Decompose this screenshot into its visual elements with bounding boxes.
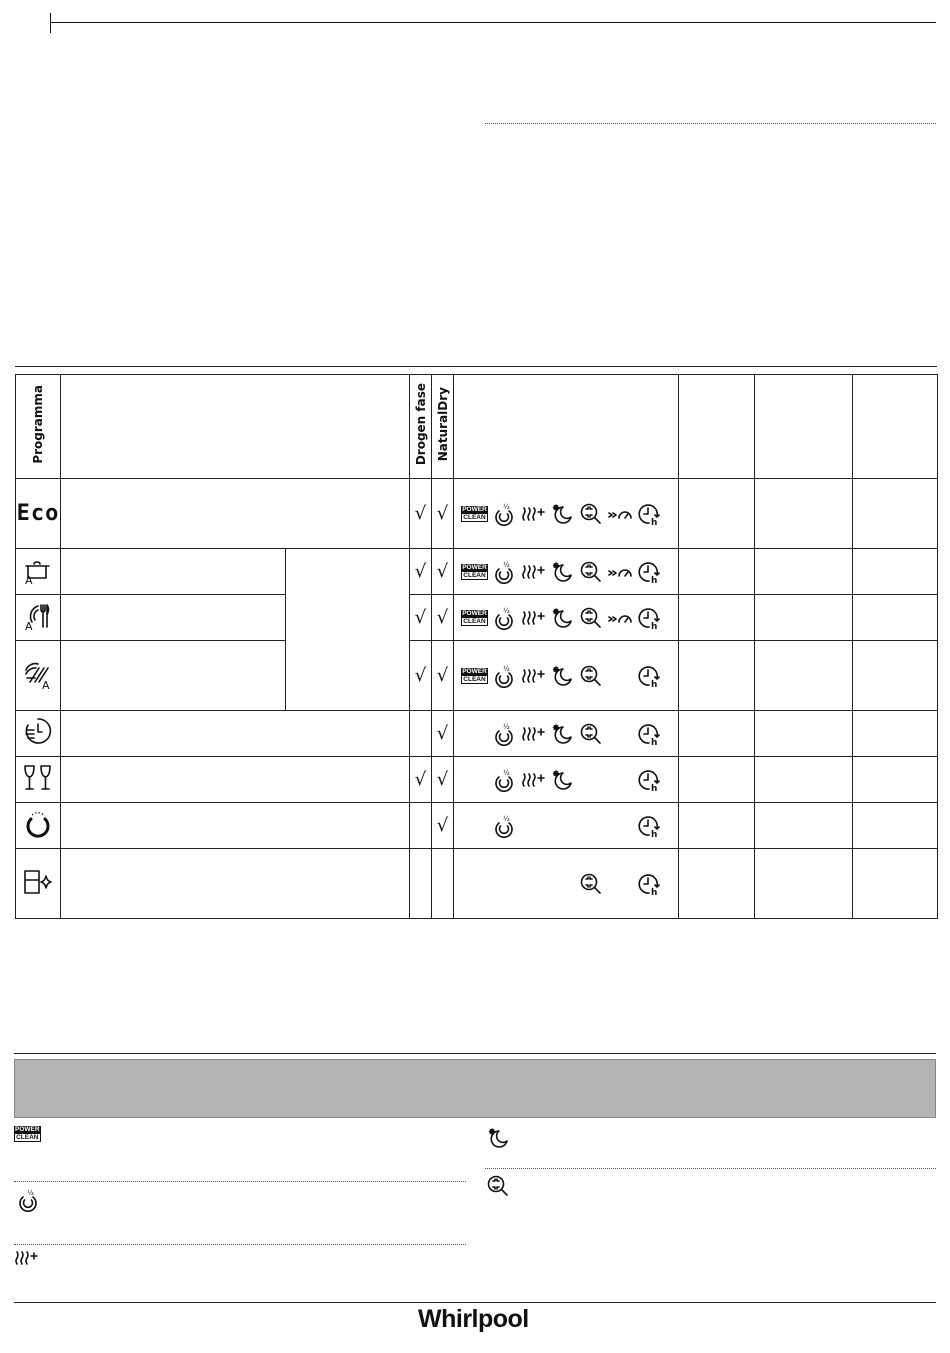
plate-cutlery-auto-icon — [16, 595, 61, 641]
drogen-fase-check: √ — [410, 479, 432, 549]
svg-text:h: h — [650, 679, 657, 688]
natural-dry-check: √ — [432, 595, 454, 641]
empty-slot — [460, 767, 489, 793]
pot-auto-icon — [16, 549, 61, 595]
col-8-cell — [755, 549, 853, 595]
svg-text:h: h — [650, 737, 657, 746]
turbo-icon — [605, 605, 634, 631]
empty-slot — [605, 767, 634, 793]
empty-slot — [460, 721, 489, 747]
wine-glasses-icon — [16, 757, 61, 803]
svg-text:½: ½ — [502, 722, 510, 731]
program-row — [16, 479, 938, 549]
empty-slot — [518, 871, 547, 897]
delay-start-icon — [634, 501, 663, 527]
legend-extra-hygiene-icon — [14, 1246, 38, 1274]
half-load-icon — [489, 767, 518, 793]
col-8-cell — [755, 757, 853, 803]
program-description — [61, 757, 410, 803]
drogen-fase-check — [410, 803, 432, 849]
drogen-fase-check: √ — [410, 595, 432, 641]
col-9-cell — [853, 803, 938, 849]
options-cell — [454, 595, 679, 641]
col-7-cell — [679, 803, 755, 849]
multizone-icon — [576, 501, 605, 527]
options-cell — [454, 803, 679, 849]
col-8-cell — [755, 711, 853, 757]
legend-divider-2 — [14, 1244, 466, 1245]
header-options — [454, 375, 679, 479]
svg-text:½: ½ — [502, 502, 510, 511]
legend-top-rule — [14, 1053, 936, 1054]
whirlpool-logo: Whirlpool — [418, 1305, 529, 1333]
footer-rule — [14, 1302, 936, 1303]
extra-hygiene-icon — [518, 559, 547, 585]
svg-text:½: ½ — [27, 1189, 34, 1197]
col-7-cell — [679, 549, 755, 595]
turbo-icon — [605, 559, 634, 585]
options-cell — [454, 757, 679, 803]
delay-start-icon — [634, 605, 663, 631]
program-row — [16, 595, 938, 641]
col-9-cell — [853, 549, 938, 595]
self-clean-icon — [16, 849, 61, 919]
program-row — [16, 549, 938, 595]
delay-start-icon — [634, 663, 663, 689]
drogen-fase-check — [410, 849, 432, 919]
empty-slot — [605, 813, 634, 839]
table-top-rule — [15, 366, 937, 367]
glass-plate-auto-icon — [16, 641, 61, 711]
col-9-cell — [853, 595, 938, 641]
program-row — [16, 641, 938, 711]
extra-hygiene-icon — [518, 721, 547, 747]
drogen-fase-check — [410, 711, 432, 757]
drogen-fase-check: √ — [410, 549, 432, 595]
empty-slot — [605, 721, 634, 747]
svg-text:h: h — [650, 517, 657, 526]
extra-hygiene-icon — [518, 501, 547, 527]
multizone-icon — [576, 871, 605, 897]
program-row — [16, 803, 938, 849]
svg-text:½: ½ — [502, 814, 510, 823]
header-programma: Programma — [16, 375, 61, 479]
legend-half-load-icon — [16, 1188, 40, 1216]
empty-slot — [547, 871, 576, 897]
drogen-fase-check: √ — [410, 757, 432, 803]
empty-slot — [576, 813, 605, 839]
col-9-cell — [853, 479, 938, 549]
col-8-cell — [755, 479, 853, 549]
half-load-icon — [489, 501, 518, 527]
extra-night-icon — [547, 501, 576, 527]
extra-hygiene-icon — [518, 605, 547, 631]
col-7-cell — [679, 849, 755, 919]
eco-label: Eco — [16, 501, 60, 526]
program-description — [61, 849, 410, 919]
top-dotted-divider — [485, 123, 936, 124]
empty-slot — [460, 871, 489, 897]
svg-text:½: ½ — [502, 768, 510, 777]
header-col-8 — [755, 375, 853, 479]
col-9-cell — [853, 711, 938, 757]
empty-slot — [518, 813, 547, 839]
power-clean-icon: POWER CLEAN — [462, 563, 487, 579]
delay-start-icon — [634, 871, 663, 897]
header-description — [61, 375, 410, 479]
program-table — [15, 374, 938, 919]
extra-hygiene-icon — [518, 767, 547, 793]
multizone-icon — [576, 605, 605, 631]
half-load-icon — [489, 559, 518, 585]
delay-start-icon — [634, 721, 663, 747]
legend-power-clean-icon: POWER CLEAN — [15, 1126, 40, 1141]
half-load-icon — [489, 813, 518, 839]
natural-dry-check: √ — [432, 479, 454, 549]
empty-slot — [460, 813, 489, 839]
power-clean-icon: POWER CLEAN — [462, 609, 487, 625]
legend-divider-1 — [14, 1181, 466, 1182]
extra-night-icon — [547, 767, 576, 793]
col-7-cell — [679, 711, 755, 757]
multizone-icon — [576, 663, 605, 689]
options-cell — [454, 711, 679, 757]
header-col-9 — [853, 375, 938, 479]
svg-text:A: A — [42, 678, 50, 690]
power-clean-icon: POWER CLEAN — [462, 667, 487, 683]
svg-text:h: h — [650, 621, 657, 630]
svg-text:½: ½ — [502, 560, 510, 569]
empty-slot — [489, 871, 518, 897]
program-row — [16, 757, 938, 803]
corner-mark — [50, 13, 51, 33]
legend-header-band — [14, 1059, 936, 1118]
col-7-cell — [679, 479, 755, 549]
program-description — [61, 641, 286, 711]
delay-start-icon — [634, 813, 663, 839]
half-load-icon — [489, 605, 518, 631]
legend-extra-night-icon — [486, 1126, 510, 1154]
svg-text:h: h — [650, 887, 657, 896]
extra-night-icon — [547, 559, 576, 585]
natural-dry-check: √ — [432, 549, 454, 595]
top-rule — [50, 22, 936, 23]
header-natural-dry: NaturalDry — [432, 375, 454, 479]
legend-divider-3 — [485, 1168, 936, 1169]
multizone-icon — [576, 559, 605, 585]
natural-dry-check: √ — [432, 803, 454, 849]
pre-rinse-icon — [16, 803, 61, 849]
svg-text:A: A — [25, 573, 33, 586]
table-header-row — [16, 375, 938, 479]
extra-night-icon — [547, 663, 576, 689]
program-row — [16, 849, 938, 919]
program-description — [61, 549, 286, 595]
natural-dry-check: √ — [432, 757, 454, 803]
multizone-icon — [576, 721, 605, 747]
eco-text-icon — [16, 479, 61, 549]
legend-multizone-icon — [486, 1174, 510, 1202]
extra-night-icon — [547, 721, 576, 747]
header-col-7 — [679, 375, 755, 479]
svg-text:½: ½ — [502, 606, 510, 615]
turbo-icon — [605, 501, 634, 527]
col-8-cell — [755, 849, 853, 919]
empty-slot — [605, 871, 634, 897]
header-drogen-fase: Drogen fase — [410, 375, 432, 479]
options-cell — [454, 479, 679, 549]
svg-text:A: A — [25, 619, 33, 632]
svg-text:½: ½ — [502, 664, 510, 673]
half-load-icon — [489, 663, 518, 689]
options-cell — [454, 641, 679, 711]
power-clean-icon: POWER CLEAN — [462, 505, 487, 521]
natural-dry-check — [432, 849, 454, 919]
col-8-cell — [755, 803, 853, 849]
extra-night-icon — [547, 605, 576, 631]
natural-dry-check: √ — [432, 711, 454, 757]
empty-slot — [576, 767, 605, 793]
delay-start-icon — [634, 767, 663, 793]
program-group-cell — [286, 549, 410, 711]
program-description — [61, 803, 410, 849]
col-7-cell — [679, 641, 755, 711]
program-row — [16, 711, 938, 757]
options-cell — [454, 549, 679, 595]
extra-hygiene-icon — [518, 663, 547, 689]
drogen-fase-check: √ — [410, 641, 432, 711]
col-9-cell — [853, 849, 938, 919]
empty-slot — [547, 813, 576, 839]
program-description — [61, 711, 410, 757]
col-8-cell — [755, 641, 853, 711]
svg-text:h: h — [650, 575, 657, 584]
half-load-icon — [489, 721, 518, 747]
natural-dry-check: √ — [432, 641, 454, 711]
program-description — [61, 479, 410, 549]
delay-start-icon — [634, 559, 663, 585]
col-7-cell — [679, 757, 755, 803]
options-cell — [454, 849, 679, 919]
empty-slot — [605, 663, 634, 689]
svg-text:h: h — [650, 829, 657, 838]
quick-wash-icon — [16, 711, 61, 757]
col-8-cell — [755, 595, 853, 641]
program-description — [61, 595, 286, 641]
col-9-cell — [853, 757, 938, 803]
col-7-cell — [679, 595, 755, 641]
svg-text:h: h — [650, 783, 657, 792]
col-9-cell — [853, 641, 938, 711]
